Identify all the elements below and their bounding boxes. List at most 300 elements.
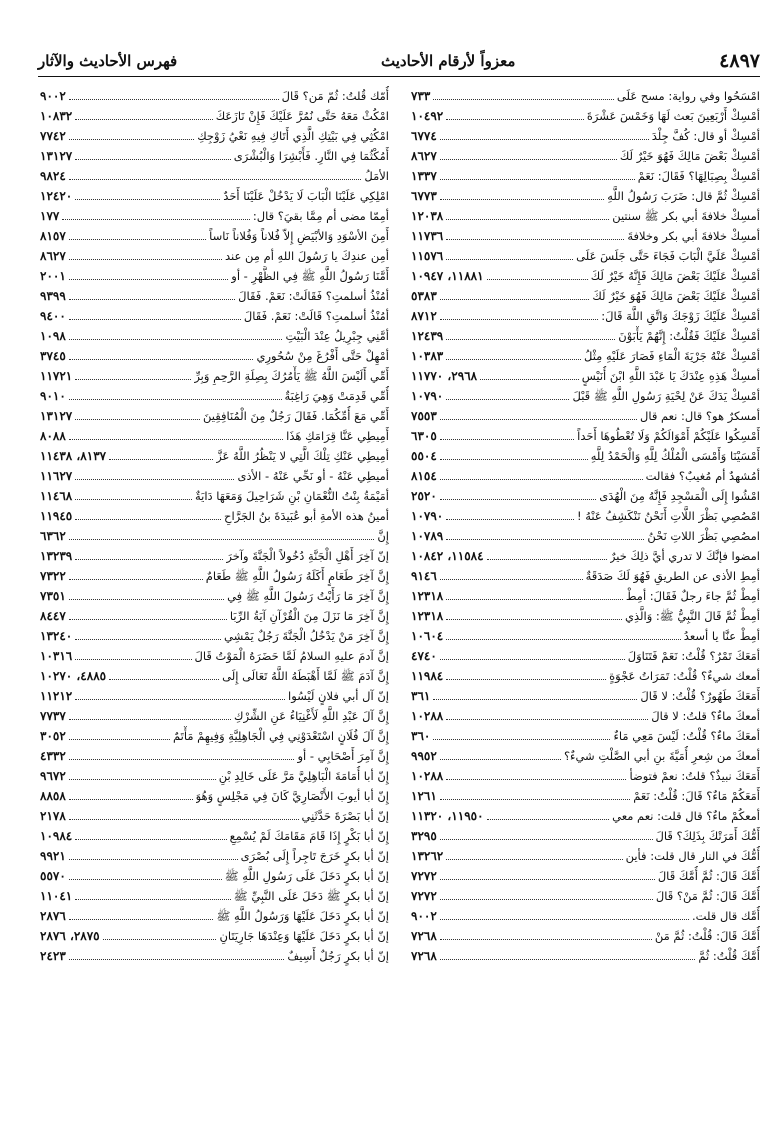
- entry-number: ٧٣٣: [411, 89, 431, 103]
- index-entry: [40, 886, 389, 906]
- entry-number: ١٠٩٨٤: [40, 829, 73, 843]
- entry-number: ١٣١٢٧: [40, 149, 73, 163]
- index-entry: [411, 826, 760, 846]
- index-entry: [411, 126, 760, 146]
- entry-text: إنَّ آدمَ عليهِ السلامُ لَمَّا حَضَرَهُ الْمَوْتُ قَالَ: [194, 649, 389, 663]
- index-entry: [40, 866, 389, 886]
- entry-number: ٢٩٦٨، ١١٧٧٠: [411, 369, 478, 383]
- leader-dots: [440, 759, 561, 760]
- index-entry: [40, 426, 389, 446]
- entry-number: ١١٠٤١: [40, 889, 73, 903]
- index-entry: [40, 706, 389, 726]
- index-entry: [411, 166, 760, 186]
- leader-dots: [433, 699, 637, 700]
- entry-number: ١٢٤٢٠: [40, 189, 73, 203]
- leader-dots: [440, 179, 635, 180]
- entry-number: ٢٤٢٣: [40, 949, 66, 963]
- leader-dots: [487, 819, 610, 820]
- entry-number: ٩٤٠٠: [40, 309, 66, 323]
- leader-dots: [440, 299, 590, 300]
- entry-text: امْلِكِي عَلَيْنَا الْبَابَ لَا يَدْخُلْ عَلَيْنَا أَحَدٌ: [223, 189, 389, 203]
- entry-number: ٩٨٢٤: [40, 169, 66, 183]
- index-entry: [40, 386, 389, 406]
- entry-text: أمْسِكْ عَنْهُ جَرْيَةَ الْمَاءِ فَصَارَ عَلَيْهِ مِثْلُ: [584, 349, 760, 363]
- entry-number: ١٠٧٩٠: [411, 509, 444, 523]
- entry-number: ١٠٦٠٤: [411, 629, 444, 643]
- entry-number: ١١٩٨٤: [411, 669, 444, 683]
- leader-dots: [75, 899, 231, 900]
- entry-number: ٢٨٧٦: [40, 909, 66, 923]
- entry-number: ١٣١٢٧: [40, 409, 73, 423]
- index-entry: [411, 846, 760, 866]
- entry-number: ٣٢٩٥: [411, 829, 437, 843]
- index-entry: [411, 946, 760, 966]
- leader-dots: [487, 279, 588, 280]
- index-entry: [411, 306, 760, 326]
- left-column: [40, 86, 389, 1106]
- leader-dots: [109, 459, 213, 460]
- entry-number: ٢٨٧٥، ٢٨٧٦: [40, 929, 100, 943]
- index-entry: [411, 206, 760, 226]
- leader-dots: [446, 539, 644, 540]
- index-entry: [40, 566, 389, 586]
- index-entry: [411, 906, 760, 926]
- entry-text: أمِمّا مضى أم مِمَّا بقيَ؟ قال:: [252, 209, 389, 223]
- entry-text: أمِطْ ثُمَّ قَالَ النَّبِيُّ ﷺ: وَالَّذِي: [624, 609, 760, 623]
- entry-text: أمِيطِي عَنْكِ تِلْكَ الَّتِي لا يَنْظُرُ اللَّهُ عَزَّ: [216, 449, 389, 463]
- entry-text: أَمِنَ الأسْوَدِ وَالأبْيَضِ إِلاّ فُلاناً وَفُلاناً نَاساً: [209, 229, 389, 243]
- entry-number: ٩٩٢١: [40, 849, 66, 863]
- index-entry: [411, 326, 760, 346]
- entry-number: ١٠٢٨٨: [411, 709, 444, 723]
- index-entry: [40, 346, 389, 366]
- index-entry: [40, 506, 389, 526]
- entry-number: ٤٧٤٠: [411, 649, 437, 663]
- index-entry: [411, 786, 760, 806]
- entry-number: ٨٦٢٧: [411, 149, 437, 163]
- index-entry: [40, 586, 389, 606]
- leader-dots: [75, 519, 221, 520]
- entry-number: ١١٧٣٦: [411, 229, 444, 243]
- leader-dots: [433, 739, 610, 740]
- entry-number: ٨٤٤٧: [40, 609, 66, 623]
- leader-dots: [446, 859, 622, 860]
- index-entry: [411, 266, 760, 286]
- entry-text: إِنَّ آدَمَ ﷺ لَمَّا أَهْبَطَهُ اللَّهُ تَعَالَى إِلَى: [222, 669, 389, 683]
- leader-dots: [109, 679, 219, 680]
- leader-dots: [440, 579, 583, 580]
- right-column: [411, 86, 760, 1106]
- index-entry: [40, 126, 389, 146]
- leader-dots: [433, 99, 614, 100]
- entry-number: ٧٢٦٨: [411, 949, 437, 963]
- entry-number: ٧٢٦٨: [411, 929, 437, 943]
- leader-dots: [440, 799, 630, 800]
- leader-dots: [69, 299, 235, 300]
- entry-text: إنّ أبا بكرٍ دَخَلَ عَلَيْهَا وَعِنْدَهَا جَارِيَتَانِ: [219, 929, 389, 943]
- entry-text: أمْسِكْ يَدَكَ عَنْ لِحْيَةِ رَسُولِ اللَّهِ ﷺ قَبْلَ: [572, 389, 760, 403]
- entry-text: إنّ أبا بكرٍ ﷺ دَخَلَ عَلَى النَّبِيِّ ﷺ: [233, 889, 389, 903]
- entry-number: ١١٨٨١، ١٠٩٤٧: [411, 269, 484, 283]
- index-entry: [411, 926, 760, 946]
- entry-text: أَمِيطِي عَنَّا قِرَامَكِ هَذَا: [286, 429, 389, 443]
- leader-dots: [69, 859, 238, 860]
- entry-number: ٦٧٧٣: [411, 189, 437, 203]
- entry-text: أمُشهدٌ أم مُغيبٌ؟ فقالت: [645, 469, 760, 483]
- leader-dots: [446, 519, 574, 520]
- entry-text: أمْسِكْ ثُمَّ قال: ضَرَبَ رَسُولُ اللَّهِ: [607, 189, 760, 203]
- leader-dots: [75, 839, 226, 840]
- entry-number: ١١٩٥٠، ١١٣٢٠: [411, 809, 484, 823]
- index-entry: [40, 226, 389, 246]
- index-entry: [40, 926, 389, 946]
- index-entry: [411, 866, 760, 886]
- leader-dots: [440, 919, 689, 920]
- entry-text: أمُنْذُ أسلمتِ؟ فَقَالَتْ: نَعَمْ. فَقَالَ: [238, 289, 389, 303]
- index-entry: [411, 586, 760, 606]
- entry-text: أُمَّكَ قَالَ: قُلْتُ: ثُمَّ مَنْ: [654, 929, 760, 943]
- entry-number: ٥٥٠٤: [411, 449, 437, 463]
- leader-dots: [446, 339, 615, 340]
- leader-dots: [69, 819, 299, 820]
- entry-text: أمْسِكْ أو قال: كُفَّ جِلْدَ: [651, 129, 760, 143]
- entry-number: ٩٩٥٢: [411, 749, 437, 763]
- entry-text: أمسِكْ هَذِهِ عِنْدَكَ يَا عَبْدَ اللَّهِ ابْنَ أُنَيْسٍ: [581, 369, 760, 383]
- page-title: معزواً لأرقام الأحاديث: [381, 52, 516, 70]
- leader-dots: [75, 419, 200, 420]
- index-entry: [40, 206, 389, 226]
- index-entry: [411, 806, 760, 826]
- entry-text: أُمَّكَ قَالَ: ثُمَّ أُمَّكَ قَالَ: [657, 869, 760, 883]
- entry-text: أُمّك قُلتُ: ثُمّ مَن؟ قَالَ: [281, 89, 389, 103]
- index-entry: [40, 446, 389, 466]
- index-entry: [411, 286, 760, 306]
- entry-number: ٩٠٠٢: [411, 909, 437, 923]
- index-entry: [411, 146, 760, 166]
- index-entry: [411, 246, 760, 266]
- index-entry: [40, 746, 389, 766]
- entry-number: ١٢٣١٨: [411, 589, 444, 603]
- entry-text: أمسكرٌ هو؟ قال: نعم قال: [639, 409, 760, 423]
- index-entry: [411, 406, 760, 426]
- entry-number: ١١٩٤٥: [40, 509, 73, 523]
- leader-dots: [440, 879, 655, 880]
- index-entry: [411, 226, 760, 246]
- index-entry: [411, 186, 760, 206]
- entry-number: ٢٥٢٠: [411, 489, 437, 503]
- page-number: ٤٨٩٧: [719, 50, 760, 72]
- entry-number: ٨٦٢٧: [40, 249, 66, 263]
- entry-number: ٨٠٨٨: [40, 429, 66, 443]
- entry-number: ٧٢٧٢: [411, 869, 437, 883]
- leader-dots: [69, 539, 375, 540]
- index-entry: [40, 146, 389, 166]
- leader-dots: [69, 779, 216, 780]
- entry-number: ١٢٦١: [411, 789, 437, 803]
- leader-dots: [69, 359, 254, 360]
- leader-dots: [440, 499, 597, 500]
- index-entry: [40, 826, 389, 846]
- index-entry: [40, 606, 389, 626]
- entry-text: أمْسِكْ عَلَيْكَ فَقُلْتُ: إِنَّهُمْ يَأْبَوْنَ: [618, 329, 760, 343]
- entry-text: أُمَّكَ قَالَ: ثُمَّ مَنْ؟ قَالَ: [655, 889, 760, 903]
- entry-text: أَمِّي أَلَيْسَ اللَّهُ ﷺ يَأْمُرُكَ بِصِلَةِ الرَّحِمِ وَبِرِّ: [194, 369, 389, 383]
- leader-dots: [75, 559, 223, 560]
- index-entry: [411, 386, 760, 406]
- leader-dots: [446, 679, 606, 680]
- index-entry: [411, 886, 760, 906]
- entry-number: ٢١٧٨: [40, 809, 66, 823]
- entry-number: ١٢٤٣٩: [411, 329, 444, 343]
- entry-number: ٣٠٥٢: [40, 729, 66, 743]
- index-entry: [40, 646, 389, 666]
- page-header: [38, 46, 760, 77]
- entry-number: ١٣٢٦٢: [411, 849, 444, 863]
- entry-text: أمْسِكْ عَلَيَّ الْبَابَ فَجَاءَ حَتَّى جَلَسَ عَلَى: [576, 249, 760, 263]
- leader-dots: [480, 379, 579, 380]
- entry-text: أَمَعَكُمْ مَاءٌ؟ قَالَ: قُلْتُ: نَعَمْ: [633, 789, 760, 803]
- index-entry: [40, 666, 389, 686]
- leader-dots: [69, 919, 214, 920]
- leader-dots: [440, 959, 696, 960]
- leader-dots: [446, 779, 626, 780]
- entry-number: ٦٧٧٤: [411, 129, 437, 143]
- entry-text: إنّ آخِرَ أَهْلِ الْجَنَّةِ دُخُولاً الْجَنَّةَ وآخرَ: [226, 549, 389, 563]
- entry-text: إِنَّ آلَ عَبْدِ اللَّهِ لَأَغْنِيَاءُ عَنِ الشِّرْكِ: [234, 709, 389, 723]
- leader-dots: [75, 119, 213, 120]
- entry-number: ٤٣٣٢: [40, 749, 66, 763]
- entry-text: إنّ أبا بكرٍ دَخَلَ عَلَى رَسُولِ اللَّهِ ﷺ: [224, 869, 389, 883]
- index-entry: [411, 746, 760, 766]
- leader-dots: [69, 719, 231, 720]
- entry-text: إِنَّ آخِرَ مَنْ يَدْخُلُ الْجَنَّةَ رَجُلٌ يَمْشِي: [223, 629, 389, 643]
- leader-dots: [446, 719, 648, 720]
- entry-text: امْكُثِي فِي بَيْتِكِ الَّذِي أَتَاكِ فِيهِ نَعْيُ زَوْجِكِ: [197, 129, 389, 143]
- entry-number: ٨١٣٧، ١١٤٣٨: [40, 449, 107, 463]
- entry-number: ١١٧٢١: [40, 369, 73, 383]
- entry-text: أمَعَكَ تَمْرٌ؟ قُلْتُ: نَعَمْ فَتَنَاوَلَ: [627, 649, 760, 663]
- entry-number: ٧٧٣٧: [40, 709, 66, 723]
- leader-dots: [69, 759, 295, 760]
- entry-number: ٥٣٨٣: [411, 289, 437, 303]
- leader-dots: [103, 939, 217, 940]
- leader-dots: [440, 939, 652, 940]
- leader-dots: [69, 239, 206, 240]
- entry-number: ٦٣٠٥: [411, 429, 437, 443]
- entry-text: امْصُصِي بَظْرَ اللَّاتِ أَنَحْنُ نَنْكَشِفُ عَنْهُ !: [576, 509, 760, 523]
- leader-dots: [440, 419, 637, 420]
- leader-dots: [75, 499, 192, 500]
- entry-number: ٧٥٥٣: [411, 409, 437, 423]
- entry-number: ٧٣٢٢: [40, 569, 66, 583]
- leader-dots: [440, 459, 588, 460]
- index-entry: [40, 946, 389, 966]
- leader-dots: [75, 659, 191, 660]
- entry-text: إنّ أبا بَصْرَةَ حَدَّثَنِي: [301, 809, 389, 823]
- leader-dots: [446, 239, 624, 240]
- leader-dots: [69, 959, 285, 960]
- index-entry: [40, 466, 389, 486]
- entry-number: ١٠٣١٦: [40, 649, 73, 663]
- index-entry: [40, 786, 389, 806]
- entry-text: أَمِّي مَعَ أُمِّكُمَا. فَقَالَ رَجُلٌ مِنَ الْمُنَافِقِينَ: [203, 409, 389, 423]
- index-entry: [40, 766, 389, 786]
- leader-dots: [446, 119, 584, 120]
- index-entry: [40, 86, 389, 106]
- leader-dots: [69, 739, 170, 740]
- entry-number: ١٠٣٨٣: [411, 349, 444, 363]
- index-entry: [40, 846, 389, 866]
- entry-number: ٣٦٠: [411, 729, 431, 743]
- leader-dots: [487, 559, 607, 560]
- index-entry: [40, 526, 389, 546]
- entry-text: أُمَّكَ قُلْتُ: ثُمَّ: [698, 949, 760, 963]
- leader-dots: [440, 479, 643, 480]
- leader-dots: [446, 619, 622, 620]
- index-entry: [40, 686, 389, 706]
- leader-dots: [62, 219, 250, 220]
- entry-number: ٩٠٠٢: [40, 89, 66, 103]
- leader-dots: [440, 839, 653, 840]
- entry-number: ٣٦١: [411, 689, 431, 703]
- index-entry: [411, 766, 760, 786]
- entry-text: أمِطْ ثُمَّ جاءَ رجلٌ فَقَالَ: أمِطْ: [625, 589, 760, 603]
- entry-text: امصُصِي بَظْرَ اللاتِ نَحْنُ: [647, 529, 760, 543]
- index-entry: [40, 166, 389, 186]
- entry-number: ١٣٢٤٠: [40, 629, 73, 643]
- leader-dots: [446, 639, 681, 640]
- entry-text: أمْسِكْ عَلَيْكَ زَوْجَكَ وَاتَّقِ اللَّهَ قَالَ:: [601, 309, 760, 323]
- entry-number: ١١٥٧٦: [411, 249, 444, 263]
- entry-text: أمعكَ ماءٌ؟ قلتُ: لا قالَ: [651, 709, 760, 723]
- entry-text: أَمُكْثُمَا فِي النَّارِ. فَأَبْشِرَا وَالْبُشْرَى: [233, 149, 389, 163]
- index-entry: [40, 326, 389, 346]
- leader-dots: [69, 339, 283, 340]
- leader-dots: [69, 139, 194, 140]
- entry-number: ١١٥٨٤، ١٠٨٤٢: [411, 549, 484, 563]
- leader-dots: [69, 619, 227, 620]
- entry-text: إنّ أبا بكرٍ رَجُلٌ أَسِيفٌ: [287, 949, 389, 963]
- entry-text: أمَّنِي جِبْرِيلُ عِنْدَ الْبَيْتِ: [285, 329, 389, 343]
- entry-text: أمْهِلْ حَتَّى أَفْرُغَ مِنْ سُحُورِي: [256, 349, 389, 363]
- index-entry: [411, 546, 760, 566]
- index-entry: [40, 806, 389, 826]
- leader-dots: [69, 599, 224, 600]
- leader-dots: [69, 319, 241, 320]
- entry-number: ٩٠١٠: [40, 389, 66, 403]
- section-title: فهرس الأحاديث والآثار: [38, 52, 178, 70]
- leader-dots: [69, 179, 362, 180]
- leader-dots: [69, 279, 228, 280]
- entry-text: أميطِي عَنْهُ - أو نَحِّي عَنْهُ - الأذى: [237, 469, 389, 483]
- entry-number: ٧٣٥١: [40, 589, 66, 603]
- index-entry: [411, 726, 760, 746]
- index-entry: [40, 366, 389, 386]
- index-entry: [411, 366, 760, 386]
- entry-text: أمِطْ عنَّا يا أسعدُ: [683, 629, 760, 643]
- leader-dots: [69, 579, 203, 580]
- leader-dots: [446, 399, 569, 400]
- index-columns: [40, 86, 760, 1106]
- index-entry: [411, 526, 760, 546]
- leader-dots: [75, 639, 221, 640]
- leader-dots: [440, 319, 598, 320]
- entry-text: أمِطِ الأذى عن الطريقِ فَهُوَ لَكَ صَدَقَةٌ: [585, 569, 760, 583]
- index-entry: [411, 686, 760, 706]
- entry-number: ٨١٥٤: [411, 469, 437, 483]
- entry-text: أمعَكَ ماءٌ؟ قُلْتُ: لَيْسَ مَعِي مَاءٌ: [613, 729, 760, 743]
- entry-text: أمعكُمْ ماءٌ؟ قال قلت: نعم معي: [612, 809, 760, 823]
- entry-text: أَمَّنَا رَسُولُ اللَّهِ ﷺ فِي الظُّهْرِ - أو: [231, 269, 389, 283]
- index-entry: [411, 606, 760, 626]
- entry-text: أمِن عندِكَ يا رَسُولَ اللهِ أم مِن عند: [224, 249, 389, 263]
- entry-text: أمعك شيءٌ؟ قُلْتُ: تَمَرَاتُ عَجْوَةٍ: [609, 669, 760, 683]
- entry-text: أمْسِكْ عَلَيْكَ بَعْضَ مَالِكَ فَإِنَّهُ خَيْرٌ لَكَ: [590, 269, 760, 283]
- entry-number: ١٠٧٩٠: [411, 389, 444, 403]
- entry-number: ١٠٨٣٢: [40, 109, 73, 123]
- index-entry: [40, 286, 389, 306]
- leader-dots: [440, 439, 574, 440]
- entry-text: أمُنْذُ أسلمتِ؟ قَالَتْ: نَعَمْ. فَقَالَ: [243, 309, 389, 323]
- index-entry: [40, 626, 389, 646]
- entry-text: إِنَّ آلَ فُلَانٍ اسْتَعْدَوْنِي فِي الْجَاهِلِيَّةِ وَفِيهِمْ مَأْتَمٌ: [172, 729, 389, 743]
- entry-text: إِنَّ: [377, 529, 389, 543]
- entry-number: ١٠٩٨: [40, 329, 66, 343]
- entry-text: إِنَّ آخِرَ مَا رَأَيْتُ رَسُولَ اللَّهِ ﷺ فِي: [227, 589, 389, 603]
- index-entry: [40, 726, 389, 746]
- entry-text: أمعكَ من شِعرِ أُمَيَّةَ بنِ أبي الصَّلْتِ شيءٌ؟: [563, 749, 760, 763]
- entry-text: امضوا فإنَّكَ لا تدري أيَّ ذلِكَ خيرٌ: [609, 549, 760, 563]
- entry-text: إِنَّ آمِرَ أَصْحَابِي - أو: [297, 749, 389, 763]
- entry-text: أَمَعَكَ طَهُورٌ؟ قُلْتُ: لا قَالَ: [640, 689, 760, 703]
- entry-number: ٤٨٨٥، ١٠٢٧٠: [40, 669, 107, 683]
- entry-text: امْسَحُوا وفي رواية: مسح عَلَى: [616, 89, 760, 103]
- entry-text: أمينُ هذه الأمةِ أبو عُبَيدَةَ بنُ الجَرَّاحِ: [224, 509, 389, 523]
- index-entry: [411, 86, 760, 106]
- index-entry: [40, 186, 389, 206]
- leader-dots: [446, 359, 581, 360]
- entry-number: ٦٣٦٢: [40, 529, 66, 543]
- leader-dots: [69, 399, 282, 400]
- entry-number: ١٧٧: [40, 209, 60, 223]
- entry-text: امْشُوا إِلَى الْمَسْجِدِ فَإِنَّهُ مِنَ الْهُدَى: [599, 489, 760, 503]
- index-entry: [411, 646, 760, 666]
- entry-number: ٩١٤٦: [411, 569, 437, 583]
- entry-text: الأمَلُ: [364, 169, 389, 183]
- entry-text: امْكُثْ مَعَهُ حَتَّى نُمُرَّ عَلَيْكَ فَإِنْ نَازَعَكَ: [215, 109, 389, 123]
- entry-number: ١٠٤٩٢: [411, 109, 444, 123]
- leader-dots: [69, 879, 222, 880]
- leader-dots: [440, 899, 653, 900]
- leader-dots: [75, 479, 234, 480]
- leader-dots: [75, 699, 285, 700]
- entry-text: أمْسِكْ بِصِبَالِهَا؟ فَقَالَ: نَعَمْ: [637, 169, 760, 183]
- leader-dots: [446, 259, 573, 260]
- entry-text: إِنّ أبا أيوبَ الأَنْصَارِيَّ كَانَ فِي مَجْلِسٍ وَهُوَ: [195, 789, 389, 803]
- entry-text: أَمْسَيْنَا وَأَمْسَى الْمُلْكُ لِلَّهِ وَالْحَمْدُ لِلَّهِ: [590, 449, 760, 463]
- entry-number: ٥٥٧٠: [40, 869, 66, 883]
- entry-text: أَمْسِكُوا عَلَيْكُمْ أَمْوَالَكُمْ وَلَا تُعْطُوهَا أَحَداً: [577, 429, 760, 443]
- index-entry: [40, 546, 389, 566]
- entry-text: إِنَّ آخِرَ مَا نَزَلَ مِنَ الْقُرْآنِ آيَةُ الرِّبَا: [229, 609, 389, 623]
- entry-number: ١٢٣١٨: [411, 609, 444, 623]
- entry-number: ١٠٧٨٩: [411, 529, 444, 543]
- index-entry: [40, 246, 389, 266]
- leader-dots: [440, 159, 617, 160]
- entry-number: ١٣٣٧: [411, 169, 437, 183]
- entry-number: ٧٧٤٢: [40, 129, 66, 143]
- entry-text: أُمَّك قال قلت.: [692, 909, 760, 923]
